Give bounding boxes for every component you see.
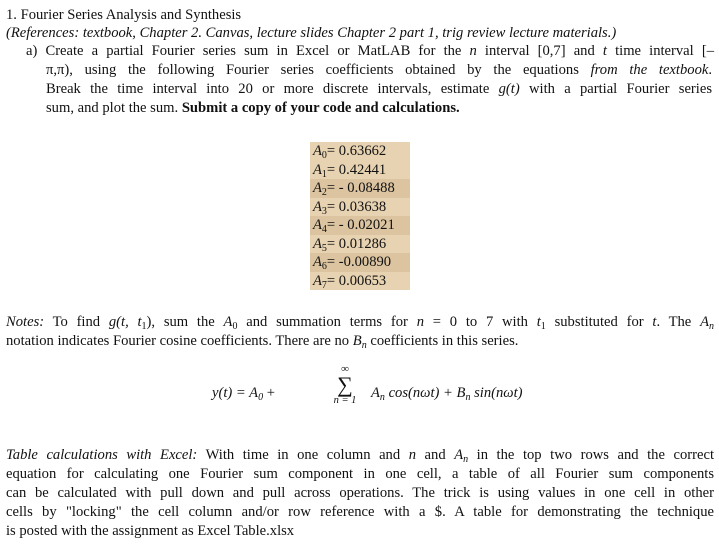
summation-term: $A_n$ $\cos(n\omega t) + B_n$ sin(nωt): [371, 385, 523, 403]
part-a-text: .: [708, 62, 712, 78]
n-variable: n: [469, 43, 477, 59]
coefficient-row: $A_4= - 0.02021$: [310, 216, 410, 235]
summation-symbol: [332, 363, 358, 407]
coefficient-row: $A_7= 0.00653$: [310, 272, 410, 291]
coefficient-row: $A_1= 0.42441$: [310, 161, 410, 180]
table-calc-line-4: cells by "locking" the cell column and/or row reference with a $. A table for demonstrating the technique: [6, 504, 714, 520]
coefficient-row: $A_2= - 0.08488$: [310, 179, 410, 198]
part-a-text: with a partial Fourier series: [519, 81, 712, 97]
coefficient-row: $A_6= -0.00890$: [310, 253, 410, 272]
part-a-text: Break the time interval into 20 or more discrete intervals, estimate: [46, 81, 499, 97]
coefficient-table: [310, 142, 410, 290]
part-a-text: interval [0,7] and: [476, 43, 603, 59]
fourier-equation: $y(t) = A_0$ +: [212, 385, 275, 403]
section-heading: 1. Fourier Series Analysis and Synthesis: [6, 7, 242, 23]
table-calc-label: Table calculations with Excel:: [6, 447, 198, 463]
sigma-upper-limit: ∞: [341, 363, 349, 375]
table-calc-line-2: equation for calculating one Fourier sum component in one cell, a table of all Fourier sum components: [6, 466, 714, 482]
notes-line-1: Notes: To find g(t, $t_1$), sum the $A_0$ and summation terms for n = 0 to 7 with $t_1$ substituted for t. The $A_n$: [6, 314, 714, 332]
coefficient-row: $A_0= 0.63662$: [310, 142, 410, 161]
notes-line-2: notation indicates Fourier cosine coefficients. There are no $B_n$ coefficients in this series.: [6, 333, 519, 351]
part-a-line-2: [46, 61, 712, 79]
part-a-text: time interval [–: [606, 43, 714, 59]
part-a-line-4: [46, 99, 460, 117]
submit-instruction: Submit a copy of your code and calculations.: [181, 100, 460, 116]
table-calc-line-3: can be calculated with pull down and pull across operations. The trick is using values in one cell in other: [6, 485, 714, 501]
t-variable: t: [602, 43, 607, 59]
part-a-line-1: [26, 42, 714, 60]
table-calc-line-1: Table calculations with Excel: With time in one column and n and $A_n$ in the top two rows and the correct: [6, 447, 715, 465]
sigma-lower-limit: n = 1: [333, 395, 357, 406]
coefficient-row: $A_3= 0.03638$: [310, 198, 410, 217]
part-a-line-3: [46, 80, 712, 98]
g-of-t: g(t): [498, 81, 520, 97]
from-textbook-text: from the textbook: [590, 62, 709, 78]
part-a-text: sum, and plot the sum.: [46, 100, 182, 116]
sigma-icon: ∑: [337, 372, 353, 397]
part-a-text: π,π), using the following Fourier series coefficients obtained by the equations: [46, 62, 591, 78]
table-calc-line-5: is posted with the assignment as Excel Table.xlsx: [6, 523, 295, 539]
part-a-text: a) Create a partial Fourier series sum in Excel or MatLAB for the: [26, 43, 470, 59]
notes-label: Notes:: [6, 314, 45, 330]
coefficient-row: $A_5= 0.01286$: [310, 235, 410, 254]
references-line: (References: textbook, Chapter 2. Canvas, lecture slides Chapter 2 part 1, trig review lecture materials.): [6, 25, 617, 41]
